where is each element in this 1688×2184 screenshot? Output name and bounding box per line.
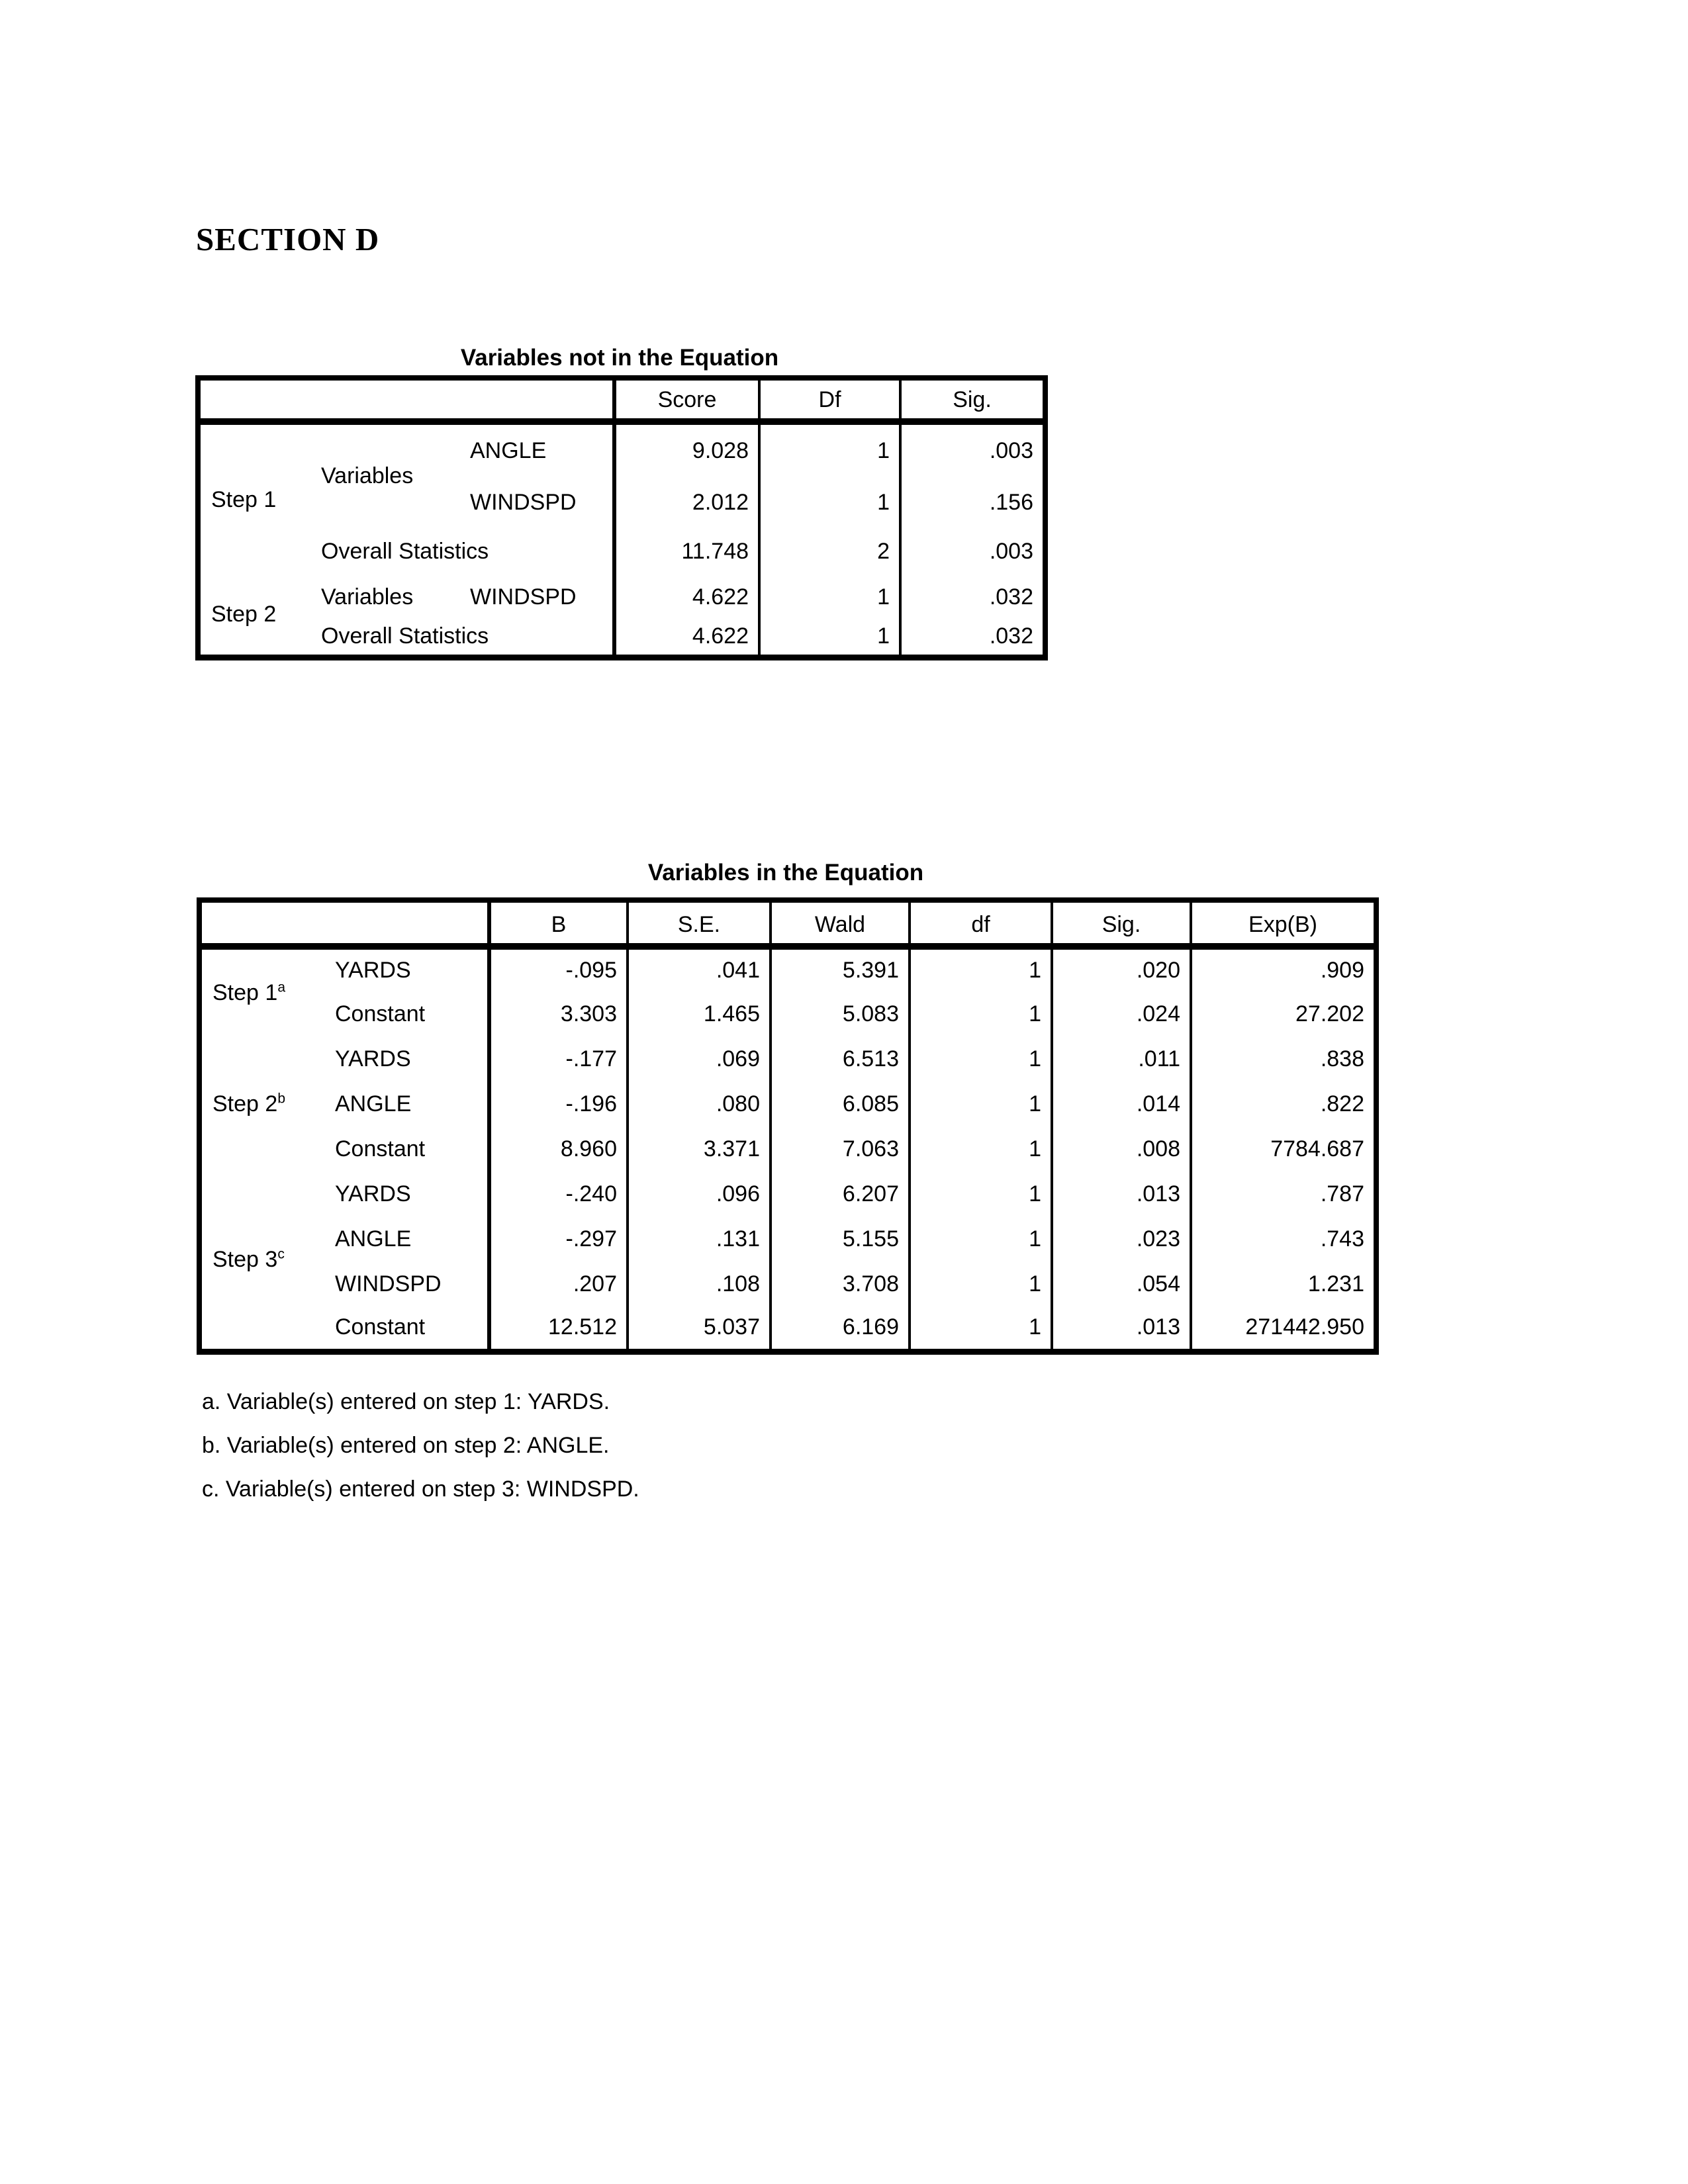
sig-cell: .032 bbox=[900, 575, 1045, 619]
expb-cell: 27.202 bbox=[1191, 991, 1376, 1036]
score-cell: 11.748 bbox=[614, 527, 759, 575]
se-cell: 3.371 bbox=[628, 1126, 771, 1171]
expb-cell: .838 bbox=[1191, 1036, 1376, 1081]
table-row bbox=[199, 1126, 1376, 1171]
table2-title: Variables in the Equation bbox=[647, 860, 924, 886]
sig-cell: .003 bbox=[900, 422, 1045, 477]
df-cell: 1 bbox=[910, 1216, 1052, 1261]
expb-cell: 1.231 bbox=[1191, 1261, 1376, 1306]
group-cell bbox=[319, 422, 466, 527]
sig-cell: .054 bbox=[1052, 1261, 1191, 1306]
variables-not-in-equation-section bbox=[195, 345, 1044, 660]
sig-cell: .011 bbox=[1052, 1036, 1191, 1081]
se-cell: .080 bbox=[628, 1081, 771, 1126]
wald-cell: 6.169 bbox=[771, 1306, 910, 1351]
table2-empty-header-cell bbox=[199, 900, 489, 946]
table-row bbox=[198, 527, 1045, 575]
expb-cell: .787 bbox=[1191, 1171, 1376, 1216]
df-cell: 1 bbox=[910, 1261, 1052, 1306]
sig-cell: .003 bbox=[900, 527, 1045, 575]
variable-cell: YARDS bbox=[335, 1046, 411, 1071]
variable-cell: YARDS bbox=[335, 958, 411, 983]
sig-cell: .024 bbox=[1052, 991, 1191, 1036]
sig-cell: .008 bbox=[1052, 1126, 1191, 1171]
se-cell: .131 bbox=[628, 1216, 771, 1261]
wald-cell: 6.207 bbox=[771, 1171, 910, 1216]
df-cell: 1 bbox=[759, 619, 900, 657]
se-cell: 1.465 bbox=[628, 991, 771, 1036]
variables-in-equation-section bbox=[197, 860, 1375, 1355]
wald-cell: 6.085 bbox=[771, 1081, 910, 1126]
column-header-df: Df bbox=[759, 378, 900, 422]
table-row bbox=[198, 575, 1045, 619]
variable-cell: Constant bbox=[335, 1136, 426, 1161]
table-row bbox=[199, 1036, 1376, 1081]
sig-cell: .156 bbox=[900, 477, 1045, 527]
step-label: Step 1 bbox=[211, 487, 277, 512]
step-label: Step 2 bbox=[211, 602, 277, 627]
variable-cell: ANGLE bbox=[470, 438, 547, 463]
step-label: Step 2 bbox=[212, 1091, 278, 1116]
sig-cell: .020 bbox=[1052, 946, 1191, 991]
wald-cell: 7.063 bbox=[771, 1126, 910, 1171]
df-cell: 1 bbox=[759, 575, 900, 619]
se-cell: .041 bbox=[628, 946, 771, 991]
expb-cell: .743 bbox=[1191, 1216, 1376, 1261]
df-cell: 1 bbox=[910, 991, 1052, 1036]
b-cell: -.297 bbox=[489, 1216, 628, 1261]
table-row bbox=[199, 1216, 1376, 1261]
sig-cell: .032 bbox=[900, 619, 1045, 657]
column-header-df: df bbox=[910, 900, 1052, 946]
table-row bbox=[199, 946, 1376, 991]
footnote-b: b. Variable(s) entered on step 2: ANGLE. bbox=[202, 1433, 610, 1458]
wald-cell: 5.391 bbox=[771, 946, 910, 991]
df-cell: 1 bbox=[910, 1306, 1052, 1351]
group-cell bbox=[319, 575, 466, 619]
sig-cell: .013 bbox=[1052, 1306, 1191, 1351]
step-cell bbox=[198, 575, 319, 657]
table-row bbox=[198, 619, 1045, 657]
score-cell: 2.012 bbox=[614, 477, 759, 527]
group-label: Variables bbox=[321, 463, 414, 488]
step-label: Step 1 bbox=[212, 980, 278, 1005]
b-cell: 3.303 bbox=[489, 991, 628, 1036]
sig-cell: .013 bbox=[1052, 1171, 1191, 1216]
section-title: SECTION D bbox=[196, 220, 380, 257]
footnote-c: c. Variable(s) entered on step 3: WINDSPD. bbox=[202, 1477, 639, 1502]
df-cell: 2 bbox=[759, 527, 900, 575]
se-cell: .069 bbox=[628, 1036, 771, 1081]
expb-cell: 271442.950 bbox=[1191, 1306, 1376, 1351]
table-row bbox=[199, 1171, 1376, 1216]
column-header-sig: Sig. bbox=[1052, 900, 1191, 946]
df-cell: 1 bbox=[910, 946, 1052, 991]
variable-cell: Constant bbox=[335, 1314, 426, 1340]
variable-cell: YARDS bbox=[335, 1181, 411, 1206]
step-footnote-marker: b bbox=[277, 1091, 285, 1107]
b-cell: -.095 bbox=[489, 946, 628, 991]
column-header-b: B bbox=[489, 900, 628, 946]
variable-cell: ANGLE bbox=[335, 1091, 412, 1116]
column-header-sig: Sig. bbox=[900, 378, 1045, 422]
variable-cell: WINDSPD bbox=[470, 584, 577, 610]
step-label: Step 3 bbox=[212, 1247, 278, 1273]
expb-cell: 7784.687 bbox=[1191, 1126, 1376, 1171]
df-cell: 1 bbox=[910, 1171, 1052, 1216]
score-cell: 9.028 bbox=[614, 422, 759, 477]
table-row bbox=[199, 1261, 1376, 1306]
wald-cell: 3.708 bbox=[771, 1261, 910, 1306]
variable-cell: Constant bbox=[335, 1001, 426, 1026]
wald-cell: 6.513 bbox=[771, 1036, 910, 1081]
table-row bbox=[198, 422, 1045, 477]
table1-title: Variables not in the Equation bbox=[460, 345, 779, 371]
table1-empty-header-cell bbox=[198, 378, 614, 422]
score-cell: 4.622 bbox=[614, 619, 759, 657]
b-cell: -.177 bbox=[489, 1036, 628, 1081]
group-label: Variables bbox=[321, 584, 414, 610]
overall-statistics-cell: Overall Statistics bbox=[321, 538, 489, 564]
step-footnote-marker: a bbox=[277, 979, 285, 995]
score-cell: 4.622 bbox=[614, 575, 759, 619]
se-cell: .096 bbox=[628, 1171, 771, 1216]
wald-cell: 5.083 bbox=[771, 991, 910, 1036]
expb-cell: .909 bbox=[1191, 946, 1376, 991]
column-header-se: S.E. bbox=[628, 900, 771, 946]
wald-cell: 5.155 bbox=[771, 1216, 910, 1261]
sig-cell: .014 bbox=[1052, 1081, 1191, 1126]
b-cell: .207 bbox=[489, 1261, 628, 1306]
df-cell: 1 bbox=[910, 1081, 1052, 1126]
df-cell: 1 bbox=[759, 422, 900, 477]
step-footnote-marker: c bbox=[277, 1246, 285, 1262]
variables-not-in-equation-table bbox=[195, 375, 1048, 660]
column-header-wald: Wald bbox=[771, 900, 910, 946]
step-cell bbox=[199, 1036, 320, 1171]
column-header-score: Score bbox=[614, 378, 759, 422]
variable-cell: ANGLE bbox=[335, 1226, 412, 1251]
step-cell bbox=[198, 422, 319, 575]
table-row bbox=[199, 1081, 1376, 1126]
se-cell: .108 bbox=[628, 1261, 771, 1306]
se-cell: 5.037 bbox=[628, 1306, 771, 1351]
column-header-expb: Exp(B) bbox=[1191, 900, 1376, 946]
table-row bbox=[199, 1306, 1376, 1351]
expb-cell: .822 bbox=[1191, 1081, 1376, 1126]
table-row bbox=[199, 991, 1376, 1036]
table2-header-row bbox=[199, 900, 1376, 946]
b-cell: 12.512 bbox=[489, 1306, 628, 1351]
df-cell: 1 bbox=[910, 1036, 1052, 1081]
step-cell bbox=[199, 1171, 320, 1351]
table-footnotes bbox=[202, 1380, 639, 1511]
table1-header-row bbox=[198, 378, 1045, 422]
variable-cell: WINDSPD bbox=[335, 1271, 442, 1297]
df-cell: 1 bbox=[759, 477, 900, 527]
variable-cell: WINDSPD bbox=[470, 489, 577, 515]
b-cell: -.196 bbox=[489, 1081, 628, 1126]
footnote-a: a. Variable(s) entered on step 1: YARDS. bbox=[202, 1389, 610, 1414]
df-cell: 1 bbox=[910, 1126, 1052, 1171]
step-cell bbox=[199, 946, 320, 1036]
variables-in-equation-table bbox=[197, 897, 1379, 1355]
sig-cell: .023 bbox=[1052, 1216, 1191, 1261]
b-cell: 8.960 bbox=[489, 1126, 628, 1171]
overall-statistics-cell: Overall Statistics bbox=[321, 623, 489, 649]
b-cell: -.240 bbox=[489, 1171, 628, 1216]
